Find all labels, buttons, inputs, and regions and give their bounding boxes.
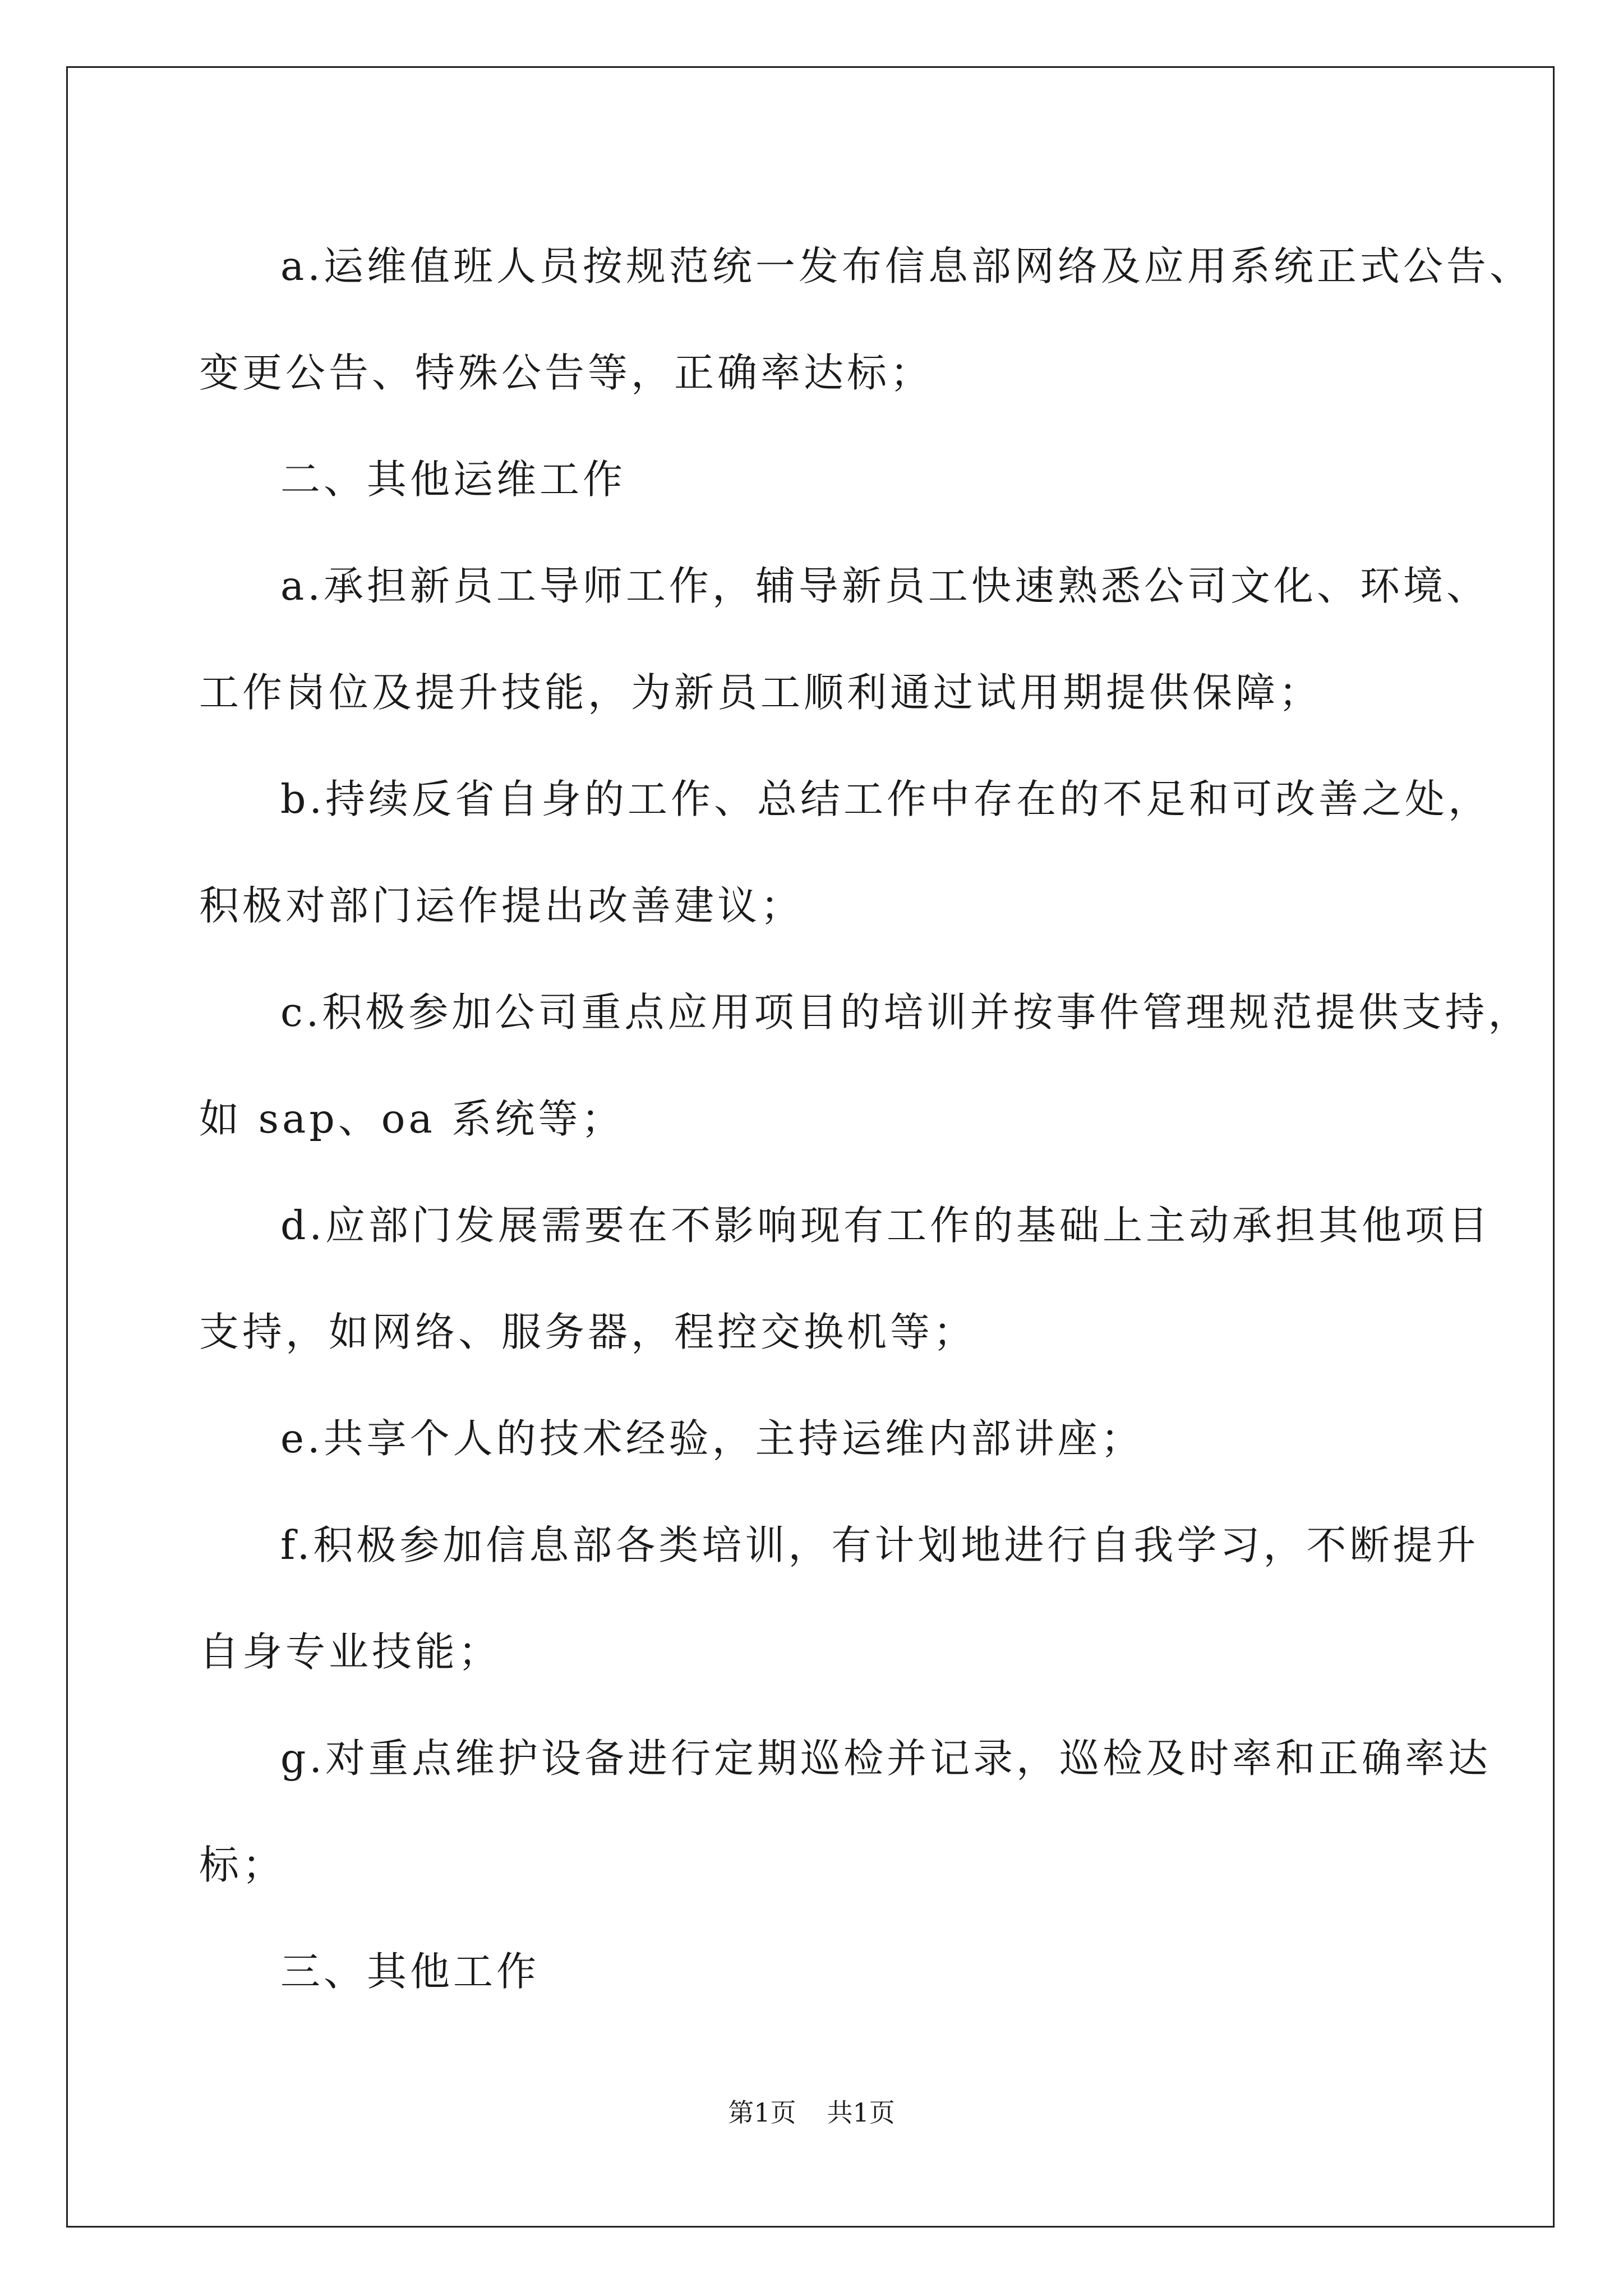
paragraph-line: f.积极参加信息部各类培训，有计划地进行自我学习，不断提升 — [280, 1522, 1479, 1568]
paragraph-line: g.对重点维护设备进行定期巡检并记录，巡检及时率和正确率达 — [280, 1735, 1492, 1782]
paragraph-line: e.共享个人的技术经验，主持运维内部讲座； — [280, 1415, 1144, 1462]
paragraph-line: 标； — [199, 1842, 286, 1888]
paragraph-line: a.承担新员工导师工作，辅导新员工快速熟悉公司文化、环境、 — [280, 563, 1490, 609]
paragraph-line: 自身专业技能； — [199, 1628, 502, 1675]
page-number-current: 第1页 — [728, 2097, 796, 2128]
page-footer — [0, 2092, 1623, 2129]
paragraph-line: c.积极参加公司重点应用项目的培训并按事件管理规范提供支持， — [280, 989, 1532, 1036]
paragraph-line: 支持，如网络、服务器，程控交换机等； — [199, 1309, 977, 1355]
paragraph-line: 积极对部门运作提出改善建议； — [199, 882, 804, 929]
page-number-total: 共1页 — [827, 2097, 895, 2128]
document-body — [199, 213, 1533, 2025]
paragraph-line: d.应部门发展需要在不影响现有工作的基础上主动承担其他项目 — [280, 1202, 1492, 1249]
section-heading: 二、其他运维工作 — [280, 456, 626, 503]
paragraph-line: 变更公告、特殊公告等，正确率达标； — [199, 349, 934, 396]
section-heading: 三、其他工作 — [280, 1948, 540, 1995]
paragraph-line: 工作岗位及提升技能，为新员工顺利通过试用期提供保障； — [199, 669, 1322, 716]
paragraph-line: 如 sap、oa 系统等； — [199, 1096, 625, 1142]
paragraph-line: b.持续反省自身的工作、总结工作中存在的不足和可改善之处， — [280, 776, 1492, 822]
paragraph-line: a.运维值班人员按规范统一发布信息部网络及应用系统正式公告、 — [280, 243, 1533, 289]
